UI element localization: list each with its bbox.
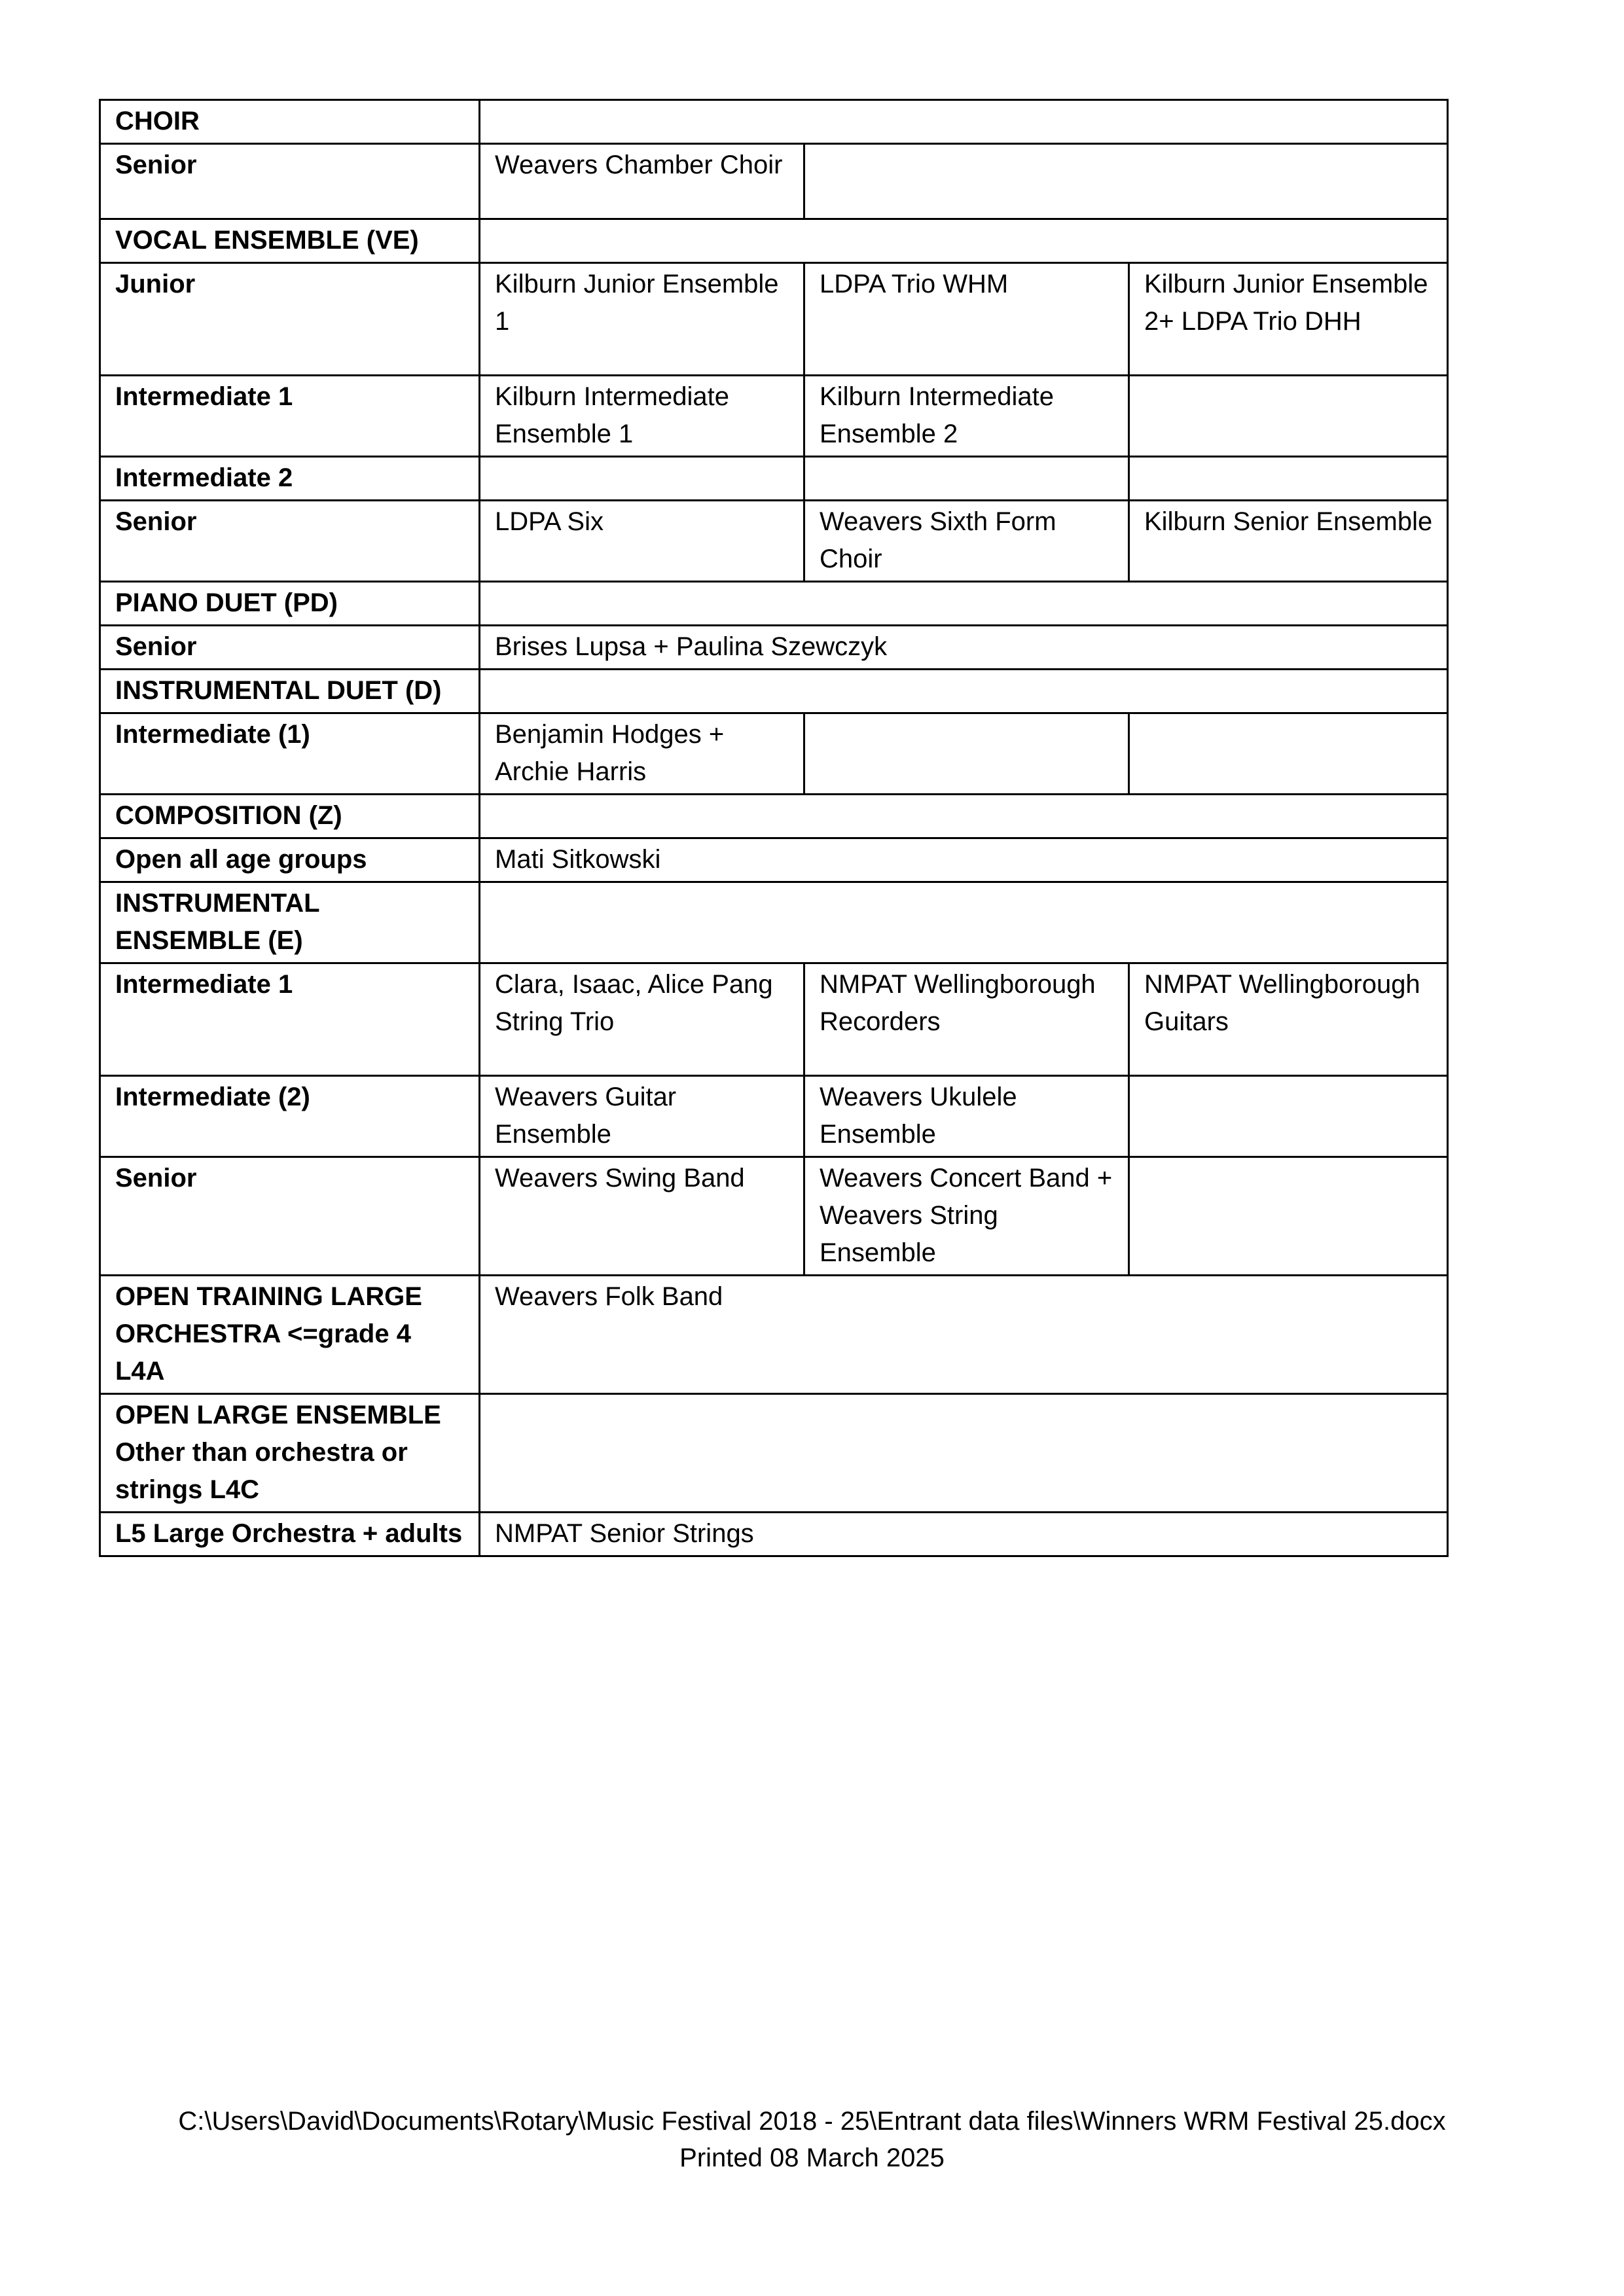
winner-cell: Kilburn Senior Ensemble xyxy=(1129,501,1448,582)
winner-cell: Weavers Concert Band + Weavers String Ensemble xyxy=(804,1157,1129,1276)
category-cell: Senior xyxy=(100,626,480,670)
table-row xyxy=(100,144,1448,219)
category-cell: PIANO DUET (PD) xyxy=(100,582,480,626)
category-cell: Junior xyxy=(100,263,480,376)
winner-cell xyxy=(1129,713,1448,795)
category-cell: Intermediate (1) xyxy=(100,713,480,795)
winner-cell: Weavers Swing Band xyxy=(480,1157,804,1276)
category-cell: COMPOSITION (Z) xyxy=(100,795,480,838)
table-row xyxy=(100,1276,1448,1394)
category-cell: INSTRUMENTAL DUET (D) xyxy=(100,670,480,713)
category-cell: Open all age groups xyxy=(100,838,480,882)
winner-cell xyxy=(804,457,1129,501)
winner-cell: NMPAT Senior Strings xyxy=(480,1513,1448,1556)
winner-cell: Weavers Ukulele Ensemble xyxy=(804,1076,1129,1157)
table-row xyxy=(100,219,1448,263)
category-cell: CHOIR xyxy=(100,100,480,144)
table-row xyxy=(100,501,1448,582)
winner-cell xyxy=(1129,457,1448,501)
winner-cell xyxy=(480,457,804,501)
winner-cell xyxy=(480,795,1448,838)
category-cell: Intermediate (2) xyxy=(100,1076,480,1157)
winner-cell xyxy=(804,144,1448,219)
winner-cell xyxy=(480,670,1448,713)
table-row xyxy=(100,963,1448,1076)
table-row xyxy=(100,626,1448,670)
table-row xyxy=(100,1394,1448,1513)
winner-cell: NMPAT Wellingborough Recorders xyxy=(804,963,1129,1076)
table-row xyxy=(100,263,1448,376)
category-cell: Intermediate 2 xyxy=(100,457,480,501)
winner-cell: Kilburn Intermediate Ensemble 1 xyxy=(480,376,804,457)
category-cell: INSTRUMENTAL ENSEMBLE (E) xyxy=(100,882,480,963)
table-row xyxy=(100,713,1448,795)
winner-cell xyxy=(1129,376,1448,457)
category-cell: Senior xyxy=(100,501,480,582)
winner-cell: LDPA Trio WHM xyxy=(804,263,1129,376)
winner-cell xyxy=(480,100,1448,144)
category-cell: Senior xyxy=(100,144,480,219)
winner-cell: Benjamin Hodges + Archie Harris xyxy=(480,713,804,795)
winner-cell xyxy=(480,219,1448,263)
winner-cell: Clara, Isaac, Alice Pang String Trio xyxy=(480,963,804,1076)
table-row xyxy=(100,582,1448,626)
category-cell: OPEN TRAINING LARGE ORCHESTRA <=grade 4 L4A xyxy=(100,1276,480,1394)
winner-cell: Brises Lupsa + Paulina Szewczyk xyxy=(480,626,1448,670)
category-cell: OPEN LARGE ENSEMBLE Other than orchestra or strings L4C xyxy=(100,1394,480,1513)
table-row xyxy=(100,376,1448,457)
winner-cell: Weavers Folk Band xyxy=(480,1276,1448,1394)
table-row xyxy=(100,1513,1448,1556)
winners-table-body xyxy=(100,100,1448,1556)
winner-cell xyxy=(1129,1157,1448,1276)
winner-cell xyxy=(480,1394,1448,1513)
category-cell: L5 Large Orchestra + adults xyxy=(100,1513,480,1556)
category-cell: VOCAL ENSEMBLE (VE) xyxy=(100,219,480,263)
winners-table xyxy=(99,99,1449,1557)
winner-cell: Weavers Sixth Form Choir xyxy=(804,501,1129,582)
category-cell: Senior xyxy=(100,1157,480,1276)
table-row xyxy=(100,795,1448,838)
winner-cell: Kilburn Junior Ensemble 2+ LDPA Trio DHH xyxy=(1129,263,1448,376)
winner-cell xyxy=(480,582,1448,626)
winner-cell: Weavers Chamber Choir xyxy=(480,144,804,219)
footer-printed-date: Printed 08 March 2025 xyxy=(679,2144,945,2172)
table-row xyxy=(100,457,1448,501)
winner-cell: Kilburn Junior Ensemble 1 xyxy=(480,263,804,376)
winner-cell xyxy=(804,713,1129,795)
winner-cell: LDPA Six xyxy=(480,501,804,582)
winner-cell: Weavers Guitar Ensemble xyxy=(480,1076,804,1157)
table-row xyxy=(100,670,1448,713)
footer-file-path: C:\Users\David\Documents\Rotary\Music Festival 2018 - 25\Entrant data files\Winners WRM Festival 25.docx xyxy=(178,2107,1446,2136)
table-row xyxy=(100,838,1448,882)
table-row xyxy=(100,1157,1448,1276)
table-row xyxy=(100,100,1448,144)
winner-cell xyxy=(1129,1076,1448,1157)
table-row xyxy=(100,882,1448,963)
winner-cell xyxy=(480,882,1448,963)
winner-cell: Mati Sitkowski xyxy=(480,838,1448,882)
category-cell: Intermediate 1 xyxy=(100,963,480,1076)
winner-cell: NMPAT Wellingborough Guitars xyxy=(1129,963,1448,1076)
winner-cell: Kilburn Intermediate Ensemble 2 xyxy=(804,376,1129,457)
table-row xyxy=(100,1076,1448,1157)
category-cell: Intermediate 1 xyxy=(100,376,480,457)
